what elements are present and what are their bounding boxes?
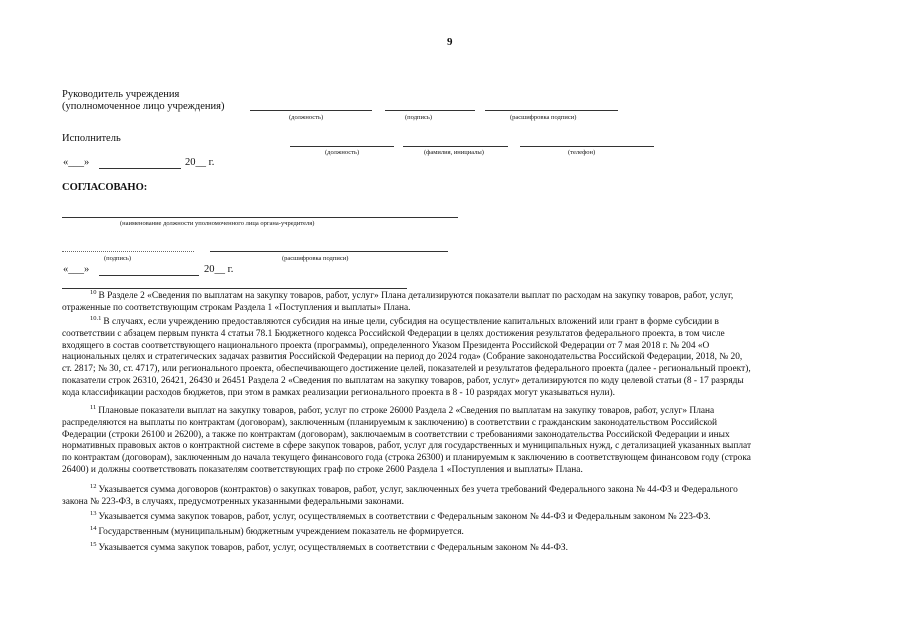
footnote-mark: 11	[90, 404, 97, 411]
footnote-text: отраженные по соответствующим строкам Раздела 1 «Поступления и выплаты» Плана.	[62, 302, 411, 313]
footnote-mark: 13	[90, 510, 97, 517]
footnote-text: закона № 223-ФЗ, в случаях, предусмотренных указанными федеральными законами.	[62, 496, 404, 507]
footnote-mark: 10.1	[90, 315, 102, 322]
footnote-text: В случаях, если учреждению предоставляются субсидия на иные цели, субсидия на осуществление капитальных вложений или грант в форме субсидии в	[103, 317, 719, 327]
executor-label: Исполнитель	[62, 133, 121, 144]
footnote-10	[62, 291, 852, 315]
footnote-line	[62, 329, 852, 341]
footnote-text: 26400) и должны соответствовать показателям соответствующих граф по строке 2600 Раздела 1 «Поступления и выплаты» Плана.	[62, 464, 583, 475]
footnote-line	[62, 341, 852, 353]
footnote-14	[62, 527, 852, 539]
footnote-text: ст. 2817; № 30, ст. 4717), или регионального проекта, обеспечивающего достижение целей, показателей и результатов федерального проекта (далее - региональный проект),	[62, 364, 751, 375]
footnote-text: входящего в состав соответствующего национального проекта (программы), определенного Указом Президента Российской Федерации от 7 мая 2018 г. № 204 «О	[62, 340, 710, 351]
footnote-text: распределяются на выплаты по контрактам (договорам), заключенным (планируемым к заключению) в соответствии с гражданским законодательством Российской	[62, 417, 718, 428]
footnote-line	[62, 527, 852, 539]
agreed-position-line	[62, 217, 458, 218]
footnote-line	[62, 364, 852, 376]
footnote-line	[62, 291, 852, 303]
footnote-text: по контрактам (договорам), заключенным до начала текущего финансового года (строка 26300) и планируемым к заключению в соответствующем финансовом году (строка	[62, 453, 751, 464]
footnote-text: Указывается сумма договоров (контрактов) о закупках товаров, работ, услуг, заключенных без учета требований Федерального закона № 44-ФЗ и Федерального	[98, 485, 738, 495]
footnote-line	[62, 543, 852, 555]
footnote-text: Указывается сумма закупок товаров, работ, услуг, осуществляемых в соответствии с Федеральным законом № 44-ФЗ.	[98, 543, 568, 553]
page-number: 9	[447, 36, 453, 48]
footnote-line	[62, 317, 852, 329]
executor-caption-phone: (телефон)	[568, 149, 596, 156]
footnote-text: показатели строк 26310, 26421, 26430 и 26451 Раздела 2 «Сведения по выплатам на закупку товаров, работ, услуг» детализируются по коду целевой статьи (8 - 17 разряды	[62, 375, 744, 386]
footnote-12	[62, 485, 852, 509]
footnote-line	[62, 303, 852, 315]
footnote-15	[62, 543, 852, 555]
footnote-line	[62, 465, 852, 477]
footnote-line	[62, 485, 852, 497]
executor-phone-line	[520, 146, 654, 147]
executor-name-line	[403, 146, 508, 147]
agreed-date-day: «___»	[63, 264, 90, 275]
head-signature-line	[385, 110, 475, 111]
footnote-text: кода классификации расходов бюджетов, при этом в рамках реализации регионального проекта в 8 - 10 разрядах могут указываться нули).	[62, 387, 615, 398]
footnote-mark: 10	[90, 289, 97, 296]
executor-date-year: 20__ г.	[185, 157, 215, 168]
footnote-mark: 14	[90, 525, 97, 532]
footnote-10-1	[62, 317, 852, 400]
footnote-line	[62, 376, 852, 388]
head-caption-signature: (подпись)	[405, 114, 432, 121]
footnote-text: Государственным (муниципальным) бюджетным учреждением показатель не формируется.	[98, 527, 464, 537]
footnote-text: Указывается сумма закупок товаров, работ, услуг, осуществляемых в соответствии с Федеральным законом № 44-ФЗ и Федеральным законом № 223-ФЗ.	[98, 512, 711, 522]
agreed-date-year: 20__ г.	[204, 264, 234, 275]
head-caption-decoding: (расшифровка подписи)	[510, 114, 577, 121]
executor-date-day: «___»	[63, 157, 90, 168]
head-title-line2: (уполномоченное лицо учреждения)	[62, 101, 225, 112]
agreed-position-caption: (наименование должности уполномоченного лица органа-учредителя)	[120, 220, 315, 227]
footnote-line	[62, 512, 852, 524]
agreed-decoding-line	[210, 251, 448, 252]
executor-date-month-line	[99, 168, 181, 169]
footnote-11	[62, 406, 852, 477]
agreed-signature-caption: (подпись)	[104, 255, 131, 262]
footnote-line	[62, 406, 852, 418]
footnote-text: В Разделе 2 «Сведения по выплатам на закупку товаров, работ, услуг» Плана детализируются показатели выплат по расходам на закупку товаров, работ, услуг,	[98, 291, 734, 301]
footnote-line	[62, 418, 852, 430]
footnote-line	[62, 453, 852, 465]
footnote-line	[62, 352, 852, 364]
agreed-title: СОГЛАСОВАНО:	[62, 182, 148, 193]
footnote-line	[62, 430, 852, 442]
footnote-line	[62, 388, 852, 400]
head-title-line1: Руководитель учреждения	[62, 89, 180, 100]
footnote-line	[62, 441, 852, 453]
executor-caption-name: (фамилия, инициалы)	[424, 149, 484, 156]
footnote-text: Федерации (строки 26100 и 26200), а также по контрактам (договорам), заключаемым в соответствии с требованиями законодательства Российской Федерации и иных	[62, 429, 730, 440]
footnote-mark: 12	[90, 483, 97, 490]
agreed-decoding-caption: (расшифровка подписи)	[282, 255, 349, 262]
executor-caption-position: (должность)	[325, 149, 360, 156]
head-caption-position: (должность)	[289, 114, 324, 121]
agreed-signature-line	[62, 251, 194, 252]
footnote-text: национальных целях и стратегических задачах развития Российской Федерации на период до 2024 года» (Собрание законодательства Российской Федерации, 2018, № 20,	[62, 352, 743, 363]
footnote-text: соответствии с абзацем первым пункта 4 статьи 78.1 Бюджетного кодекса Российской Федерации в целях достижения результатов федерального проекта, в том числе	[62, 328, 725, 339]
footnote-13	[62, 512, 852, 524]
agreed-date-month-line	[99, 275, 199, 276]
footnote-separator	[62, 288, 407, 289]
executor-position-line	[290, 146, 394, 147]
head-position-line	[250, 110, 372, 111]
head-decoding-line	[485, 110, 618, 111]
footnote-text: Плановые показатели выплат на закупку товаров, работ, услуг по строке 26000 Раздела 2 «Сведения по выплатам на закупку товаров, работ, услуг» Плана	[98, 406, 715, 416]
footnote-line	[62, 497, 852, 509]
footnote-mark: 15	[90, 541, 97, 548]
footnote-text: нормативных правовых актов о контрактной системе в сфере закупок товаров, работ, услуг для государственных и муниципальных нужд, с детализацией указанных выплат	[62, 441, 752, 452]
